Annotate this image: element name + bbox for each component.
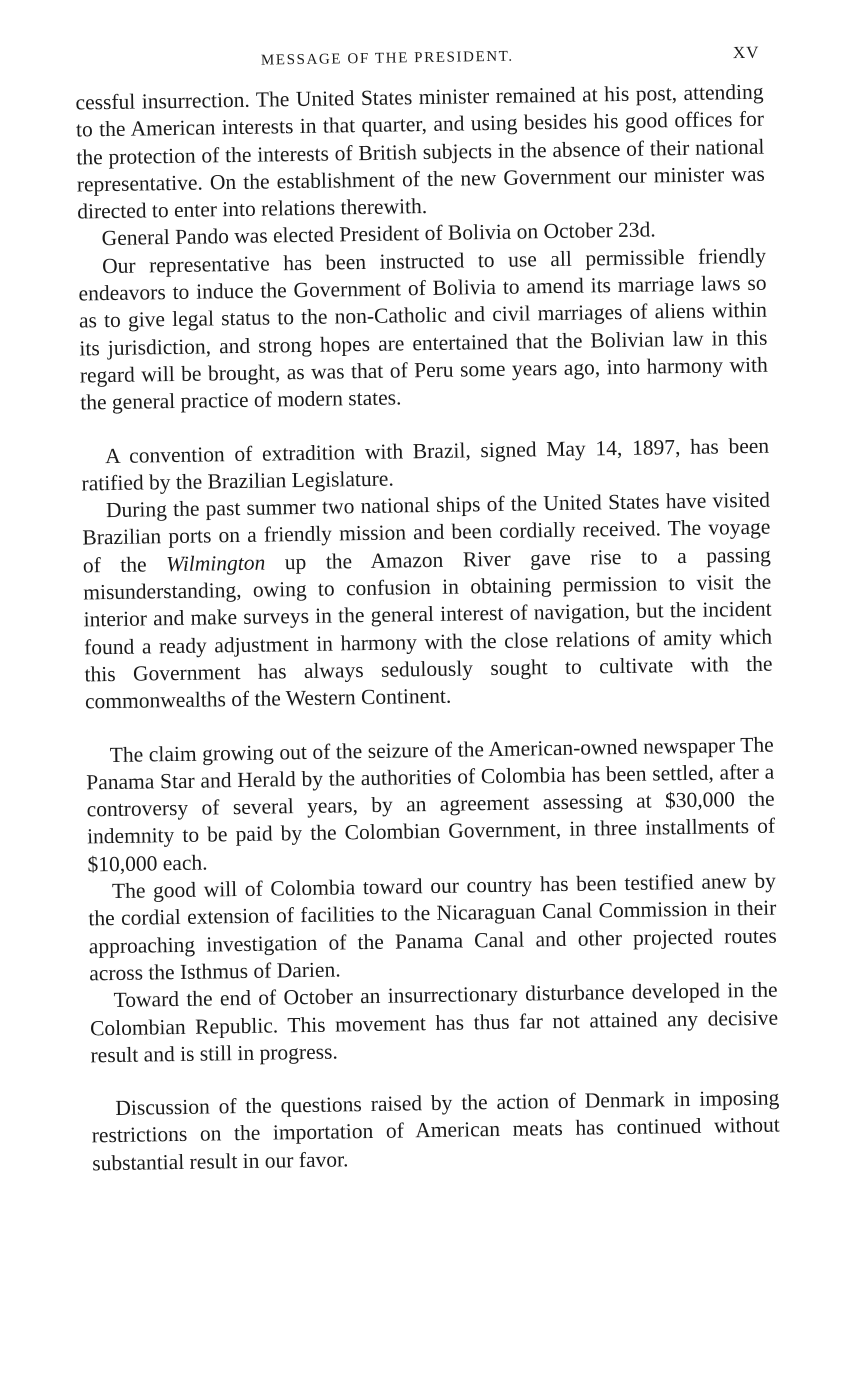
paragraph-brazil-ships-end: up the Amazon River gave rise to a passing misunderstanding, owing to confusion in obtaining permission to visit the interior and make surveys in the general interest of navigation, but the incident found a ready adjustment in harmony with the close relations of amity which this Government has always sedulously sought to cultivate with the commonwealths of the Western Continent.	[83, 542, 773, 714]
ship-name-wilmington: Wilmington	[165, 550, 266, 576]
paragraph-brazil-ships	[82, 487, 773, 716]
paragraph-bolivia-marriage-laws: Our representative has been instructed to use all permissible friendly endeavors to induce the Government of Bolivia to amend its marriage laws so as to give legal status to the non-Catholic and civil marriages of aliens within its jurisdiction, and strong hopes are entertained that the Bolivian law in this regard will be brought, as was that of Peru some years ago, into harmony with the general practice of modern states.	[78, 243, 768, 415]
running-title: MESSAGE OF THE PRESIDENT.	[260, 48, 514, 69]
running-head	[1, 41, 850, 80]
paragraph-colombia-claim: The claim growing out of the seizure of the American-owned newspaper The Panama Star and Herald by the authorities of Colombia has been settled, after a controversy of several years, by an agreement assessing at $30,000 the indemnity to be paid by the Colombian Government, in three installments of $10,000 each.	[86, 732, 776, 877]
body-text	[75, 79, 780, 1178]
paragraph-denmark-meats: Discussion of the questions raised by the action of Denmark in imposing restrictions on the importation of American meats has continued without substantial result in our favor.	[91, 1085, 780, 1176]
paragraph-colombia-insurrection: Toward the end of October an insurrectionary disturbance developed in the Colombian Republic. This movement has thus far not attained any decisive result and is still in progress.	[89, 977, 779, 1068]
paragraph-insurrection-continued: cessful insurrection. The United States minister remained at his post, attending to the American interests in that quarter, and using besides his good offices for the protection of the interests of British subjects in the absence of their national representative. On the establishment of the new Government our minister was directed to enter into relations therewith.	[75, 79, 765, 224]
paragraph-brazil-extradition: A convention of extradition with Brazil, signed May 14, 1897, has been ratified by the Brazilian Legislature.	[81, 433, 770, 496]
paragraph-brazil-ships-start: During the past summer two national ships of the United States have visited Brazilian ports on a friendly mission and been cordially received. The voyage of the	[82, 487, 771, 578]
page-number: XV	[732, 42, 760, 63]
paragraph-bolivia-president: General Pando was elected President of Bolivia on October 23d.	[101, 217, 656, 251]
paragraph-colombia-goodwill: The good will of Colombia toward our country has been testified anew by the cordial extension of facilities to the Nicaraguan Canal Commission in their approaching investigation of the Panama Canal and other projected routes across the Isthmus of Darien.	[88, 868, 777, 986]
